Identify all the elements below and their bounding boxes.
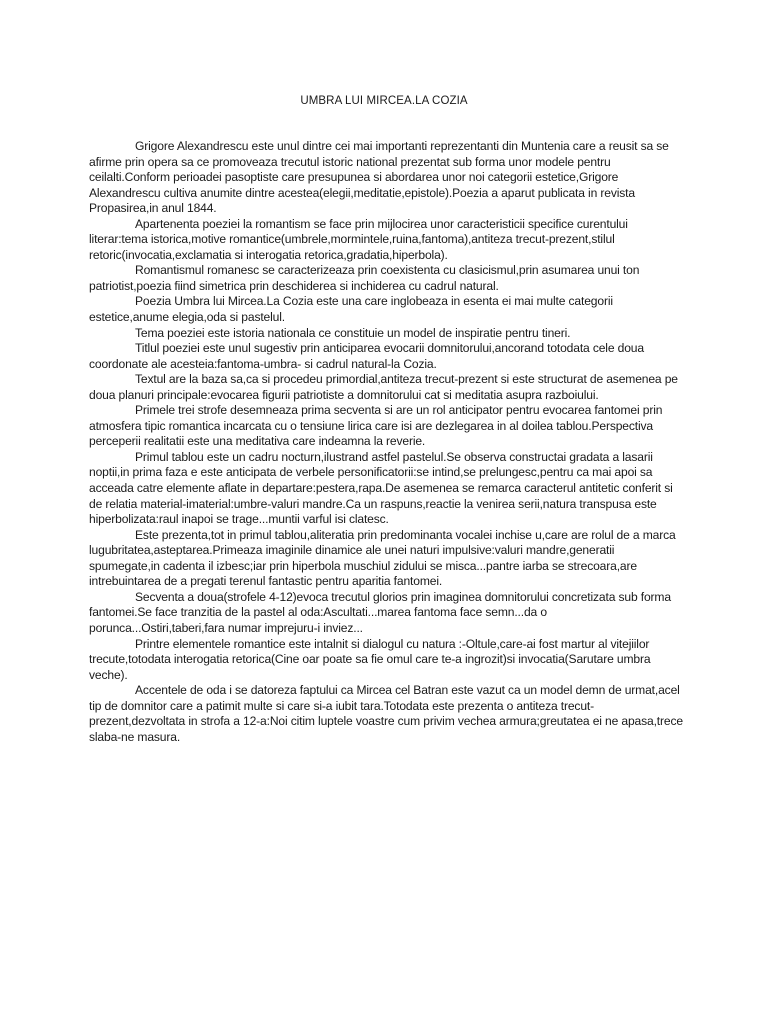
paragraph: Poezia Umbra lui Mircea.La Cozia este una care inglobeaza in esenta ei mai multe categorii estetice,anume elegia,oda si pastelul.: [89, 294, 613, 325]
document-title: UMBRA LUI MIRCEA.LA COZIA: [300, 95, 468, 107]
paragraph: Este prezenta,tot in primul tablou,aliteratia prin predominanta vocalei inchise u,care are rolul de a marca lugubritatea,asteptarea.Primeaza imaginile dinamice ale unei naturi impulsive:valuri mandre,generatii spumegate,in cadenta il izbesc;iar prin hiperbola muschiul zidului se misca...pantre iarba se strecoara,are intrebuintarea de a pregati terenul fantastic pentru aparitia fantomei.: [89, 527, 676, 589]
paragraph: Primul tablou este un cadru nocturn,ilustrand astfel pastelul.Se observa constructai gradata a lasarii noptii,in prima faza e este anticipata de verbele personificatorii:se intind,se prelungesc,pentru ca mai apoi sa acceada catre elemente aflate in departare:pestera,rapa.De asemenea se remarca caracterul antitetic conferit si de relatia material-imaterial:umbre-valuri mandre.Ca un raspuns,reactie la venirea serii,natura transpusa este hiperbolizata:raul inapoi se trage...muntii varful isi clatesc.: [89, 449, 673, 527]
paragraph: Romantismul romanesc se caracterizeaza prin coexistenta cu clasicismul,prin asumarea unui ton patriotist,poezia fiind simetrica prin deschiderea si inchiderea cu cadrul natural.: [89, 263, 640, 293]
paragraph: Secventa a doua(strofele 4-12)evoca trecutul glorios prin imaginea domnitorului concretizata sub forma fantomei.Se face tranzitia de la pastel al oda:Ascultati...marea fantoma face semn...da o porunca...Ostiri,taberi,fara numar imprejuru-i inviez...: [89, 589, 671, 635]
paragraph: Printre elementele romantice este intalnit si dialogul cu natura :-Oltule,care-ai fost martur al vitejiilor trecute,totodata interogatia retorica(Cine oar poate sa fie omul care te-a ingrozit)si invocatia(Sarutare umbra veche).: [89, 636, 651, 682]
paragraph: Textul are la baza sa,ca si procedeu primordial,antiteza trecut-prezent si este structurat de asemenea pe doua planuri principale:evocarea figurii patriotiste a domnitorului cat si meditatia asupra razboiului.: [89, 372, 678, 402]
paragraph: Grigore Alexandrescu este unul dintre cei mai importanti reprezentanti din Muntenia care a reusit sa se afirme prin opera sa ce promoveaza trecutul istoric national prezentat sub forma unor modele pentru ceilalti.Conform perioadei pasoptiste care presupunea si abordarea unor noi categorii estetice,Grigore Alexandrescu cultiva anumite dintre acestea(elegii,meditatie,epistole).Poezia a aparut publicata in revista Propasirea,in anul 1844.: [89, 139, 669, 216]
paragraph: Apartenenta poeziei la romantism se face prin mijlocirea unor caracteristicii specifice curentului literar:tema istorica,motive romantice(umbrele,mormintele,ruina,fantoma),antiteza trecut-prezent,stilul retoric(invocatia,exclamatia si interogatia retorica,gradatia,hiperbola).: [89, 216, 628, 262]
paragraph: Titlul poeziei este unul sugestiv prin anticiparea evocarii domnitorului,ancorand totodata cele doua coordonate ale acesteia:fantoma-umbra- si cadrul natural-la Cozia.: [89, 341, 644, 371]
paragraph: Tema poeziei este istoria nationala ce constituie un model de inspiratie pentru tineri.: [135, 325, 571, 340]
paragraph: Primele trei strofe desemneaza prima secventa si are un rol anticipator pentru evocarea fantomei prin atmosfera tipic romantica incarcata cu o tensiune lirica care isi are dezlegarea in al doilea tablou.Perspectiva perceperii realitatii este una meditativa care indeamna la reverie.: [89, 403, 663, 449]
document-body: [89, 139, 683, 745]
paragraph: Accentele de oda i se datoreza faptului ca Mircea cel Batran este vazut ca un model demn de urmat,acel tip de domnitor care a patimit multe si care si-a iubit tara.Totodata este prezenta o antiteza trecut-prezent,dezvoltata in strofa a 12-a:Noi citim luptele voastre cum privim vechea armura;greutatea ei ne apasa,trece slaba-ne masura.: [89, 683, 683, 744]
